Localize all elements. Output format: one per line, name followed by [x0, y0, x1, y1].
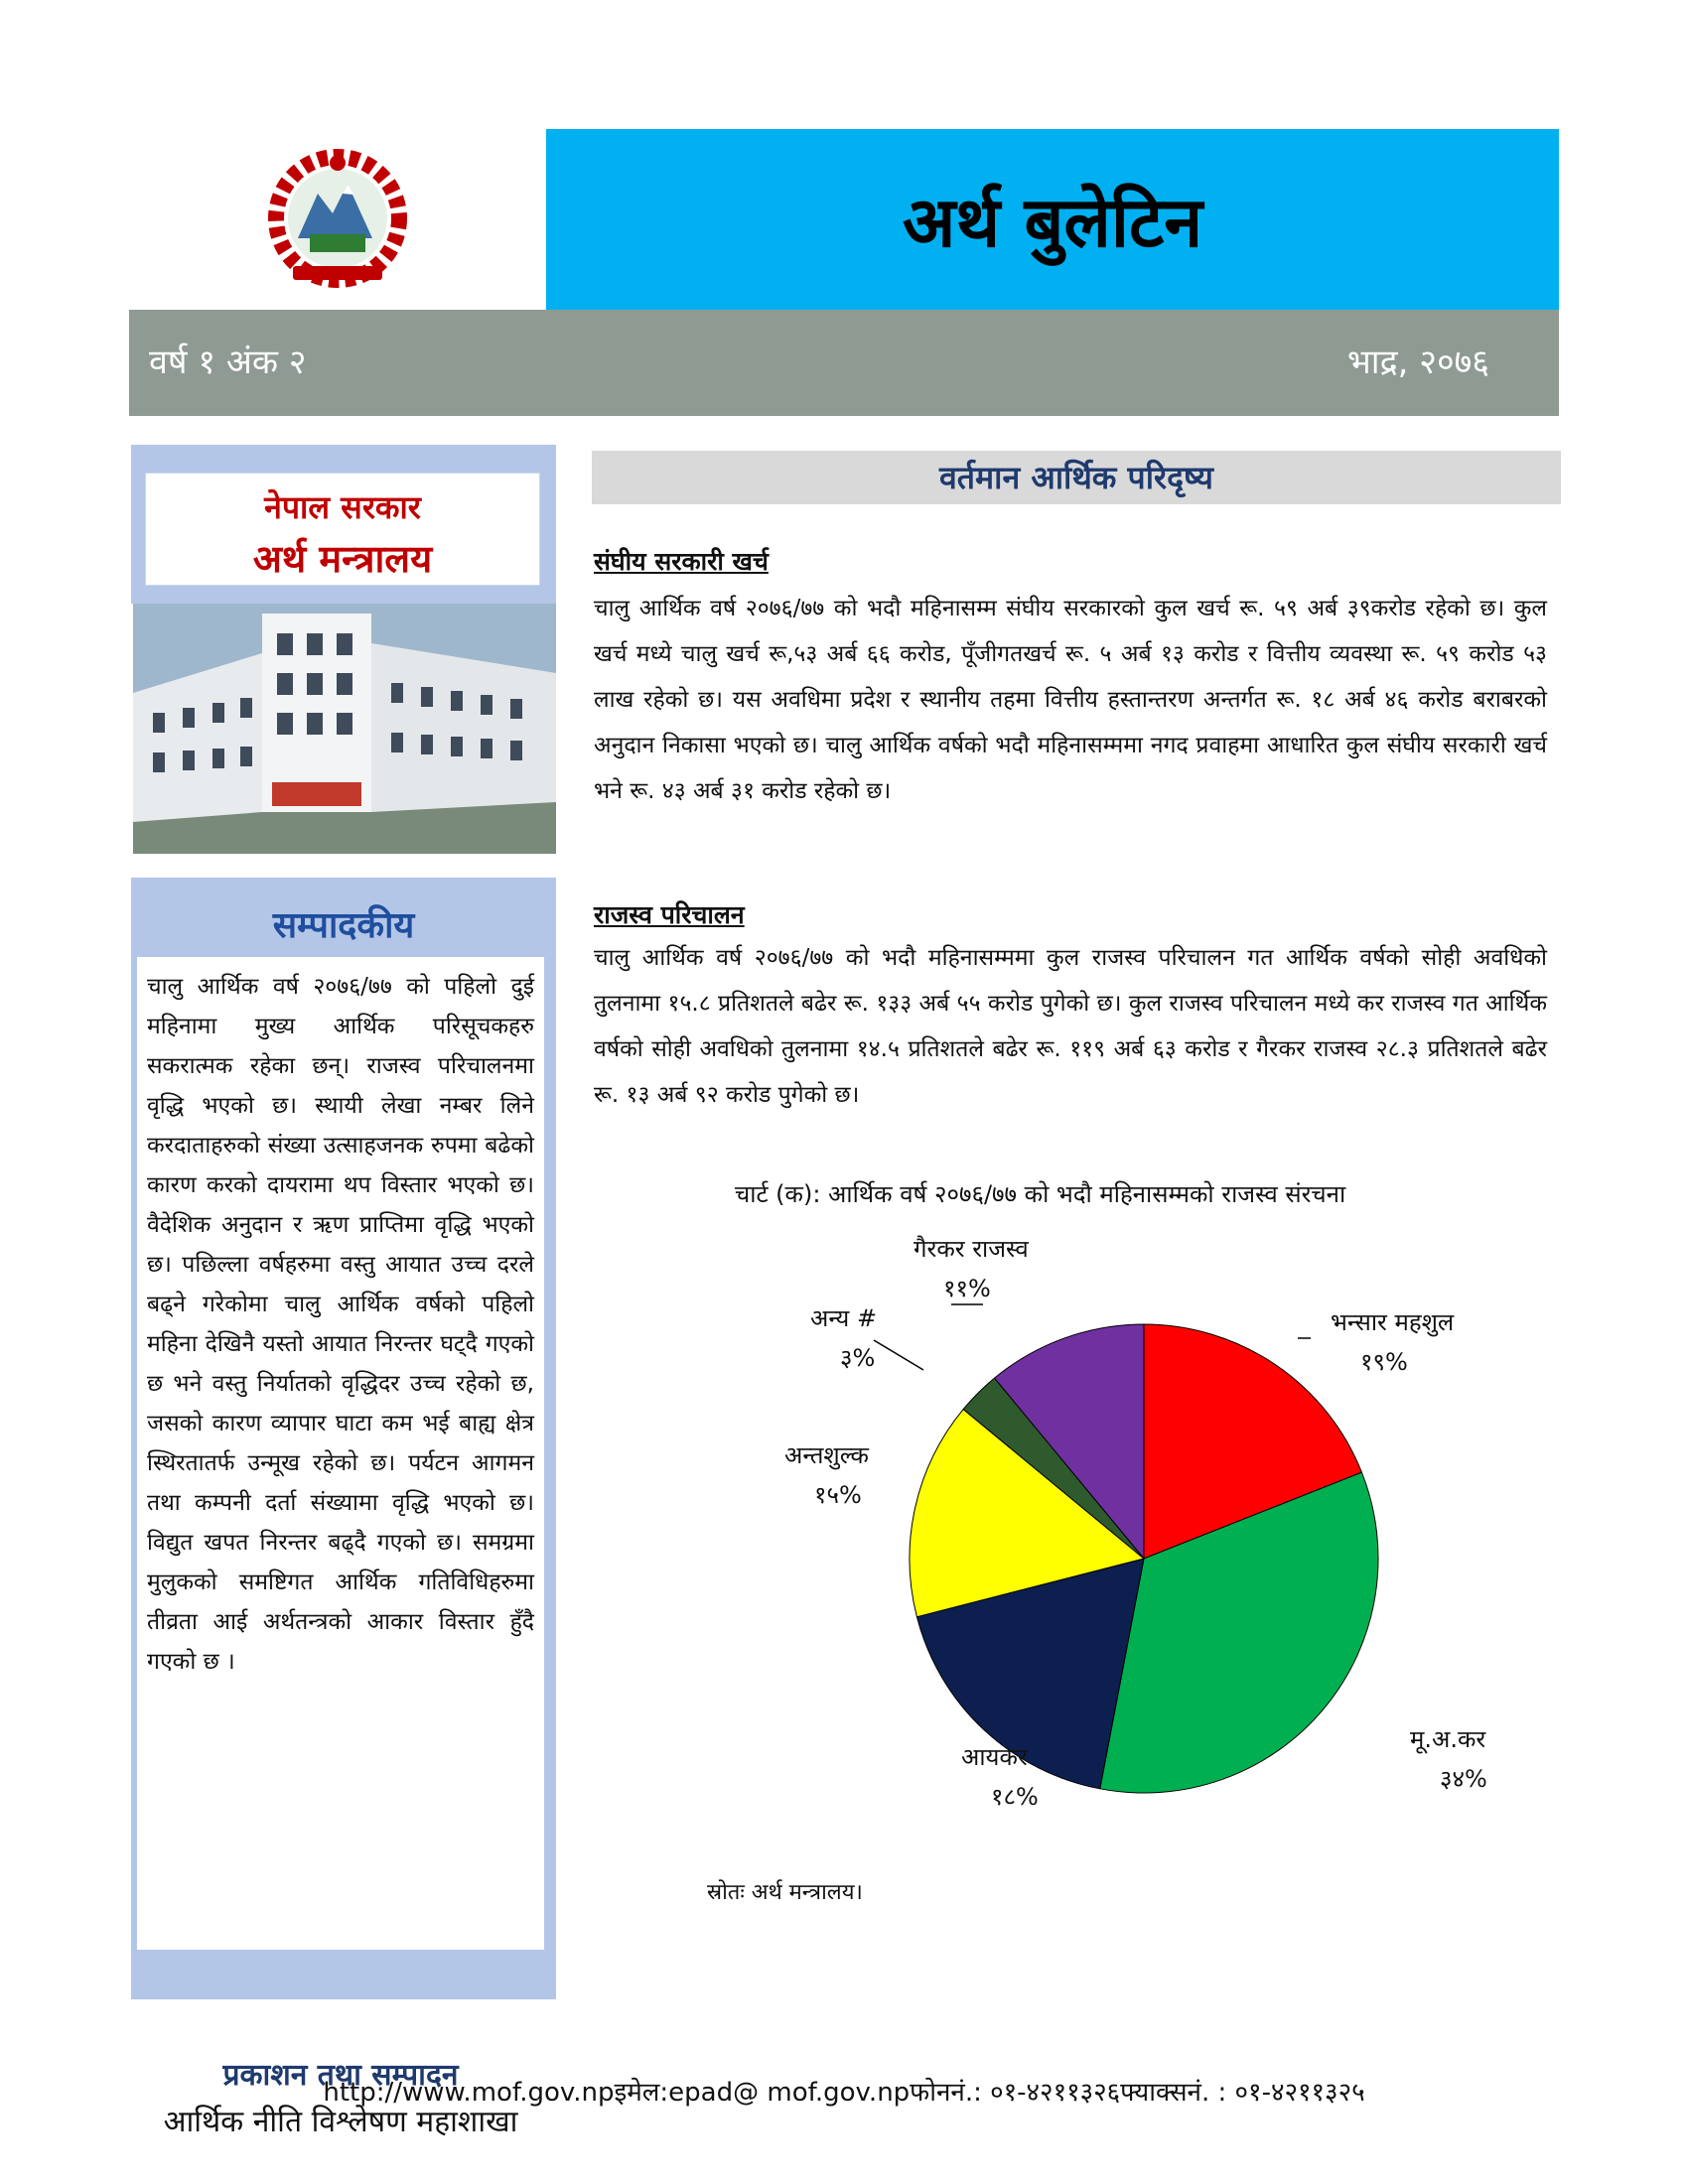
ministry-building-image [133, 604, 556, 854]
publication-department: आर्थिक नीति विश्लेषण महाशाखा [163, 2105, 518, 2139]
editorial-panel [131, 878, 556, 2139]
bulletin-title: अर्थ बुलेटिन [902, 182, 1203, 263]
ministry-name-box [145, 473, 540, 586]
revenue-text: चालु आर्थिक वर्ष २०७६/७७ को भदौ महिनासम्ममा कुल राजस्व परिचालन गत आर्थिक वर्षको सोही अवधिको तुलनामा १५.८ प्रतिशतले बढेर रू. १३३ अर्ब ५५ करोड पुगेको छ। कुल राजस्व परिचालन मध्ये कर राजस्व गत आर्थिक वर्षको सोही अवधिको तुलनामा १४.५ प्रतिशतले बढेर रू. ११९ अर्ब ६३ करोड र गैरकर राजस्व २८.३ प्रतिशतले बढेर रू. १३ अर्ब ९२ करोड पुगेको छ। [594, 945, 1547, 1108]
pie-value-label-3: १५% [814, 1481, 862, 1509]
issue-bar [129, 310, 1559, 416]
pie-label-3: अन्तशुल्क [784, 1441, 869, 1469]
federal-expenditure-text: चालु आर्थिक वर्ष २०७६/७७ को भदौ महिनासम्म संघीय सरकारको कुल खर्च रू. ५९ अर्ब ३९करोड रहेको छ। कुल खर्च मध्ये चालु खर्च रू,५३ अर्ब ६६ करोड, पूँजीगतखर्च रू. ५ अर्ब १३ करोड र वित्तीय व्यवस्था रू. ५९ करोड ५३ लाख रहेको छ। यस अवधिमा प्रदेश र स्थानीय तहमा वित्तीय हस्तान्तरण अन्तर्गत रू. १८ अर्ब ४६ करोड बराबरको अनुदान निकासा भएको छ। चालु आर्थिक वर्षको भदौ महिनासम्ममा नगद प्रवाहमा आधारित कुल संघीय सरकारी खर्च भने रू. ४३ अर्ब ३१ करोड रहेको छ। [594, 596, 1547, 804]
editorial-heading: सम्पादकीय [272, 905, 415, 946]
pie-label-0: भन्सार महशुल [1331, 1308, 1455, 1336]
pie-label-1: मू.अ.कर [1410, 1725, 1486, 1753]
publication-title: प्रकाशन तथा सम्पादन [222, 2058, 459, 2093]
federal-expenditure-section [594, 544, 1547, 814]
pie-leader-line-4 [874, 1340, 923, 1370]
pie-value-label-4: ३% [840, 1344, 876, 1372]
section-title: वर्तमान आर्थिक परिदृष्य [939, 459, 1213, 496]
pie-value-label-5: ११% [943, 1275, 991, 1302]
ministry-name: अर्थ मन्त्रालय [252, 536, 433, 581]
pie-value-label-0: १९% [1360, 1348, 1408, 1376]
issue-number: वर्ष १ अंक २ [149, 342, 307, 382]
pie-value-label-2: १८% [991, 1783, 1039, 1811]
ministry-box [131, 445, 556, 604]
pie-label-2: आयकर [961, 1743, 1028, 1771]
revenue-section [594, 897, 1547, 1118]
nepal-emblem-logo [248, 139, 427, 298]
federal-expenditure-heading: संघीय सरकारी खर्च [594, 547, 769, 576]
editorial-text: चालु आर्थिक वर्ष २०७६/७७ को पहिलो दुई महिनामा मुख्य आर्थिक परिसूचकहरु सकरात्मक रहेका छन्। राजस्व परिचालनमा वृद्धि भएको छ। स्थायी लेखा नम्बर लिने करदाताहरुको संख्या उत्साहजनक रुपमा बढेको कारण करको दायरामा थप विस्तार भएको छ। वैदेशिक अनुदान र ऋण प्राप्तिमा वृद्धि भएको छ। पछिल्ला वर्षहरुमा वस्तु आयात उच्च दरले बढ्ने गरेकोमा चालु आर्थिक वर्षको पहिलो महिना देखिनै यस्तो आयात निरन्तर घट्दै गएको छ भने वस्तु निर्यातको वृद्धिदर उच्च रहेको छ, जसको कारण व्यापार घाटा कम भई बाह्य क्षेत्र स्थिरतातर्फ उन्मूख रहेको छ। पर्यटन आगमन तथा कम्पनी दर्ता संख्यामा वृद्धि भएको छ। विद्युत खपत निरन्तर बढ्दै गएको छ। समग्रमा मुलुकको समष्टिगत आर्थिक गतिविधिहरुमा तीव्रता आई अर्थतन्त्रको आकार विस्तार हुँदै गएको छ । [147, 974, 534, 1675]
pie-label-4: अन्य # [810, 1304, 878, 1332]
chart-source: स्रोतः अर्थ मन्त्रालय। [707, 1880, 863, 1905]
pie-chart-svg [774, 1221, 1489, 1817]
chart-caption: चार्ट (क): आर्थिक वर्ष २०७६/७७ को भदौ महिनासम्मको राजस्व संरचना [735, 1180, 1346, 1208]
issue-date: भाद्र, २०७६ [1346, 342, 1489, 382]
editorial-body [137, 957, 544, 1950]
revenue-heading: राजस्व परिचालन [594, 900, 745, 929]
footer-contact: http://www.mof.gov.npइमेल:epad@ mof.gov.npफोननं.: ०१-४२११३२६फ्याक्सनं. : ०१-४२११३२५ [323, 2078, 1365, 2108]
pie-value-label-1: ३४% [1440, 1765, 1487, 1793]
pie-label-5: गैरकर राजस्व [914, 1235, 1029, 1263]
revenue-pie-chart [774, 1221, 1489, 1821]
government-name: नेपाल सरकार [264, 488, 421, 526]
title-banner [546, 129, 1559, 310]
section-heading [592, 451, 1561, 504]
